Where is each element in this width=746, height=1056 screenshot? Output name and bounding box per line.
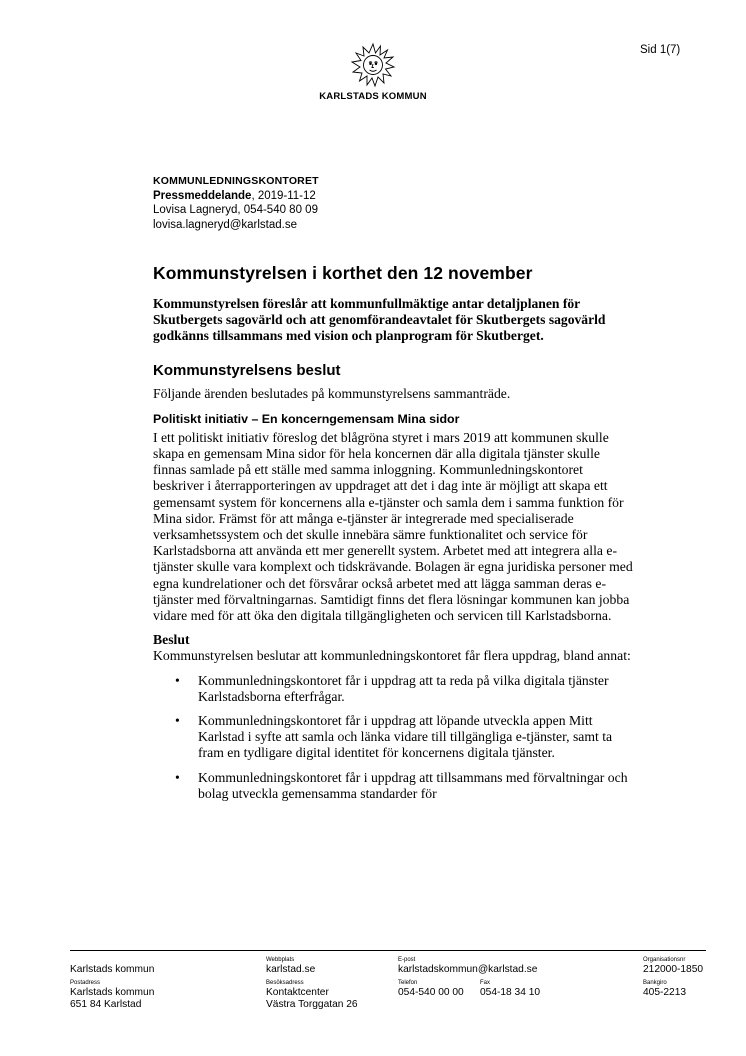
footer-telefon [398, 980, 464, 999]
footer-fax-label: Fax [480, 980, 491, 986]
footer-bankgiro-value: 405-2213 [643, 987, 687, 998]
bullet-icon: • [175, 713, 180, 729]
footer-postadress-label: Postadress [70, 980, 101, 986]
footer-fax-value: 054-18 34 10 [480, 987, 541, 998]
contact-email: lovisa.lagneryd@karlstad.se [153, 218, 297, 231]
main-content [153, 262, 633, 810]
section-intro: Följande ärenden beslutades på kommunstyrelsens sammanträde. [153, 385, 511, 401]
logo [0, 42, 746, 102]
decision-text: Kommunstyrelsen beslutar att kommunledningskontoret får flera uppdrag, bland annat: [153, 648, 631, 664]
bullet-icon: • [175, 769, 180, 785]
footer-epost [398, 957, 537, 976]
decision-label: Beslut [153, 632, 190, 648]
footer-fax [480, 980, 540, 999]
list-item-text: Kommunledningskontoret får i uppdrag att löpande utveckla appen Mitt Karlstad i syfte att samla och länka vidare till tillgängliga e-tjänster, samt ta fram en tydligare digital identitet för koncernens digitala tjänster. [198, 713, 613, 761]
footer-telefon-value: 054-540 00 00 [398, 987, 464, 998]
page-title: Kommunstyrelsen i korthet den 12 november [153, 263, 533, 283]
list-item-text: Kommunledningskontoret får i uppdrag att tillsammans med förvaltningar och bolag utveckla gemensamma standarder för [198, 769, 628, 801]
footer-epost-link[interactable]: karlstadskommun@karlstad.se [398, 964, 538, 975]
press-release-label: Pressmeddelande [153, 189, 252, 202]
footer-postadress [70, 980, 154, 1011]
list-item-text: Kommunledningskontoret får i uppdrag att ta reda på vilka digitala tjänster Karlstadsborna efterfrågar. [198, 672, 609, 704]
bullet-icon: • [175, 672, 180, 688]
decision-list [153, 673, 633, 802]
list-item [153, 673, 633, 705]
section-title: Kommunstyrelsens beslut [153, 361, 341, 379]
footer-postadress-line2: 651 84 Karlstad [70, 999, 142, 1010]
footer-webbplats [266, 957, 315, 976]
footer [70, 950, 706, 1010]
logo-text: KARLSTADS KOMMUN [319, 91, 427, 102]
footer-orgnr [643, 957, 703, 976]
ingress: Kommunstyrelsen föreslår att kommunfullmäktige antar detaljplanen för Skutbergets sagovärld och att genomförandeavtalet för Skutbergets sagovärld godkänns tillsammans med vision och planprogram för Skutberget. [153, 296, 606, 344]
footer-postadress-line1: Karlstads kommun [70, 987, 155, 998]
footer-besoksadress-line1: Kontaktcenter [266, 987, 329, 998]
list-item [153, 770, 633, 802]
department: KOMMUNLEDNINGSKONTORET [153, 175, 319, 187]
contact-person: Lovisa Lagneryd, 054-540 80 09 [153, 204, 318, 216]
sun-emblem-icon [350, 42, 396, 88]
footer-telefon-label: Telefon [398, 980, 418, 986]
footer-webbplats-label: Webbplats [266, 957, 295, 963]
item-title: Politiskt initiativ – En koncerngemensam Mina sidor [153, 411, 460, 426]
sender-block [153, 174, 319, 232]
footer-bankgiro-label: Bankgiro [643, 980, 667, 986]
footer-besoksadress-line2: Västra Torggatan 26 [266, 999, 358, 1010]
footer-besoksadress [266, 980, 358, 1011]
footer-orgnr-label: Organisationsnr [643, 957, 686, 963]
footer-bankgiro [643, 980, 686, 999]
list-item [153, 713, 633, 762]
footer-besoksadress-label: Besöksadress [266, 980, 304, 986]
footer-org-name: Karlstads kommun [70, 964, 155, 975]
footer-webbplats-link[interactable]: karlstad.se [266, 964, 316, 975]
press-release-line [153, 189, 319, 204]
footer-epost-label: E-post [398, 957, 416, 963]
footer-orgnr-value: 212000-1850 [643, 964, 704, 975]
footer-org [70, 964, 154, 976]
item-body: I ett politiskt initiativ föreslog det blågröna styret i mars 2019 att kommunen skulle skapa en gemensam Mina sidor för hela koncernen där alla digitala tjänster skulle finnas samlade på ett ställe med samma inloggning. Kommunledningskontoret beskriver i återrapporteringen av uppdraget att det i dag inte är möjligt att skapa ett gemensamt system för koncernens alla e-tjänster och samla dem i samma funktion för Mina sidor. Främst för att många e-tjänster är integrerade med specialiserade verksamhetssystem och det skulle innebära sämre funktionalitet och service för Karlstadsborna att använda ett mer generellt system. Arbetet med att integrera alla e-tjänster skulle vara komplext och tidskrävande. Bolagen är egna juridiska personer med egna kundrelationer och det försvårar också arbetet med att lägga samman deras e-tjänster med förvaltningarnas. Samtidigt finns det flera lösningar kommunen kan jobba vidare med för att öka den digitala tillgängligheten och servicen till Karlstadsborna. [153, 429, 633, 624]
page-number: Sid 1(7) [640, 44, 681, 56]
press-release-date: , 2019-11-12 [251, 189, 316, 202]
